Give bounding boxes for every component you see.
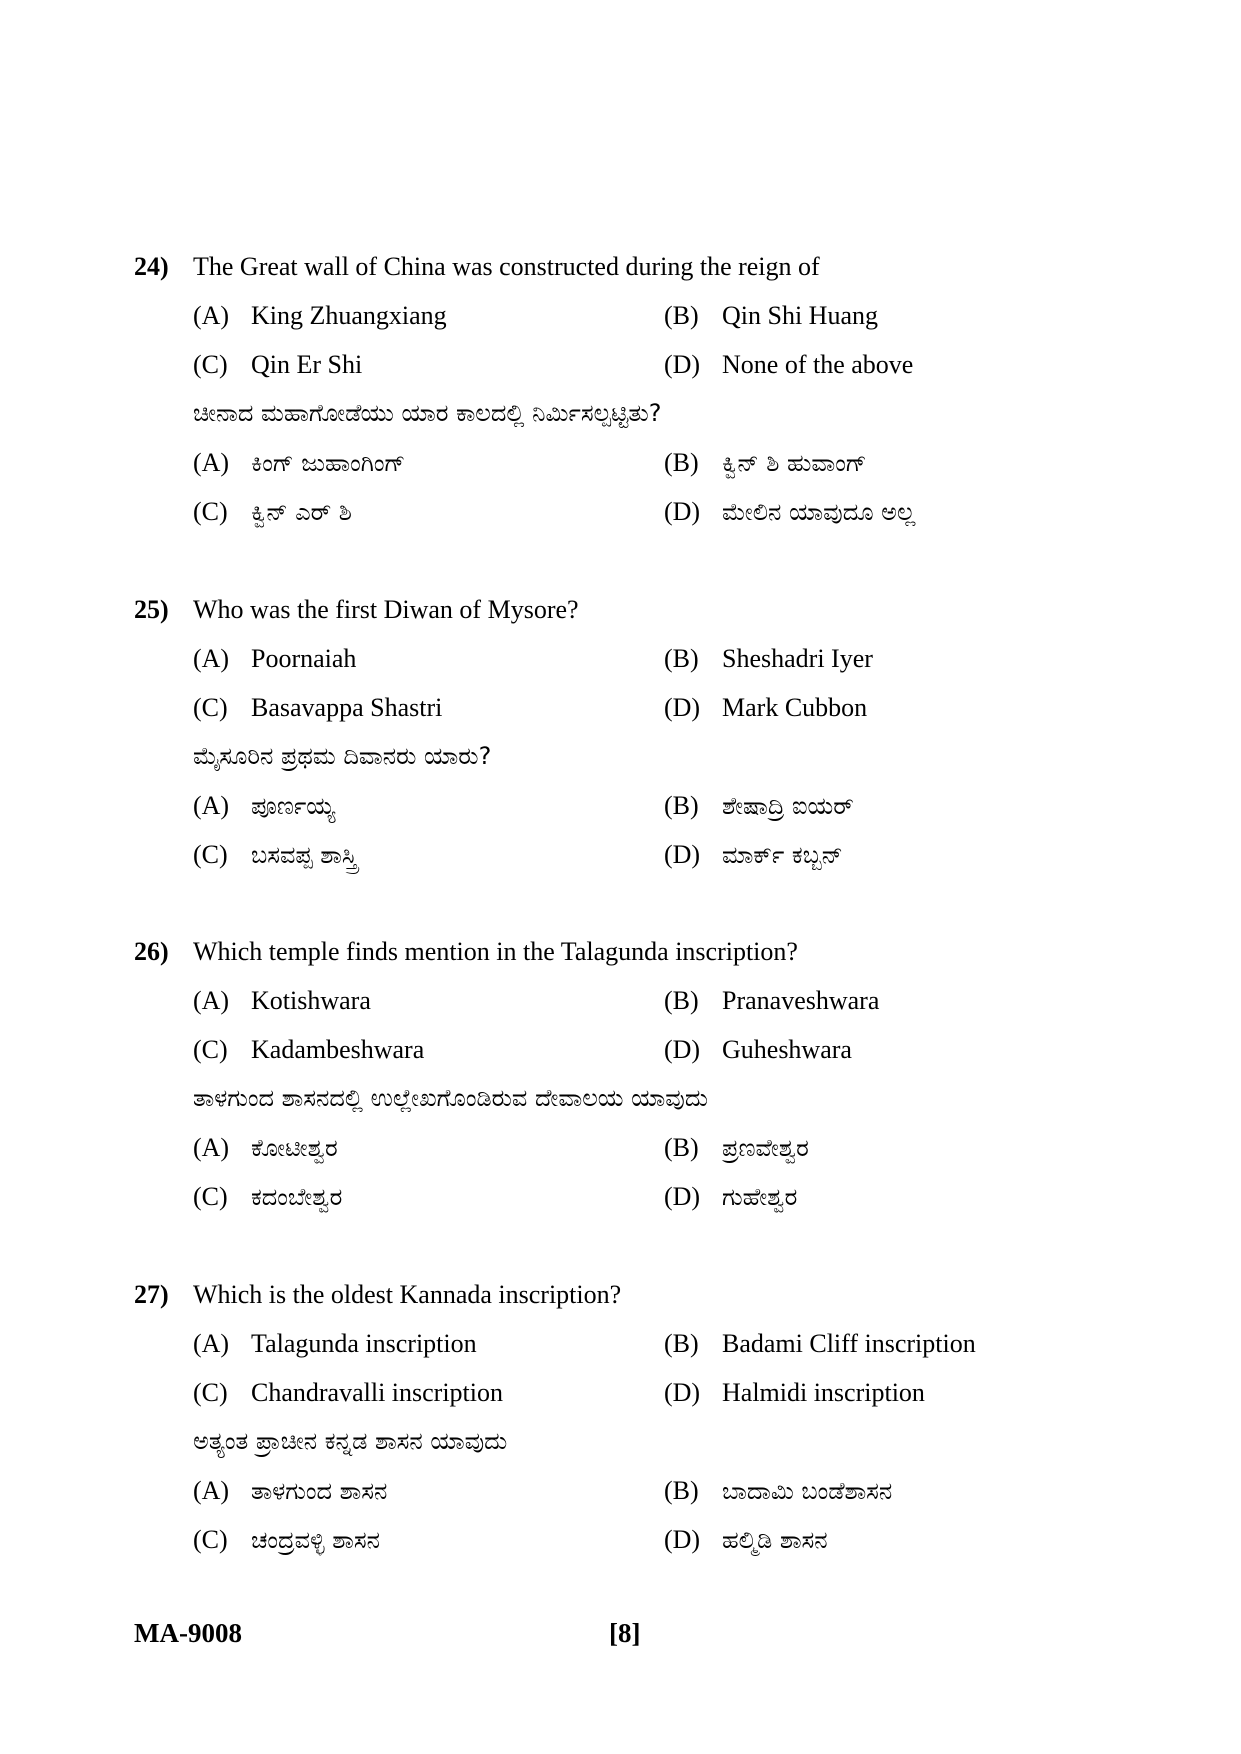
kannada-question-text: ಮೈಸೂರಿನ ಪ್ರಥಮ ದಿವಾನರು ಯಾರು?	[193, 742, 492, 770]
option-row	[134, 1319, 1134, 1368]
option-text: ಗುಹೇಶ್ವರ	[722, 1183, 798, 1211]
kannada-option-c	[193, 487, 352, 537]
option-letter: (A)	[193, 448, 230, 477]
option-row	[134, 976, 1134, 1025]
paper-code: MA-9008	[134, 1618, 242, 1648]
option-letter: (D)	[664, 693, 701, 722]
option-row	[134, 340, 1134, 389]
question-26	[134, 927, 1134, 1221]
question-24	[134, 242, 1134, 536]
kannada-option-row	[134, 1515, 1134, 1564]
option-letter: (A)	[193, 986, 230, 1015]
question-stem	[134, 585, 1134, 634]
option-text: Mark Cubbon	[722, 693, 868, 722]
option-row	[134, 291, 1134, 340]
option-text: Guheshwara	[722, 1035, 852, 1064]
question-stem	[134, 927, 1134, 976]
kannada-option-row	[134, 830, 1134, 879]
question-number: 24)	[134, 252, 169, 281]
page-number: [8]	[609, 1618, 641, 1648]
option-d	[664, 1025, 852, 1074]
kannada-option-d	[664, 487, 915, 537]
option-letter: (C)	[193, 497, 228, 526]
option-c	[193, 340, 362, 389]
option-text: ಪೂರ್ಣಯ್ಯ	[251, 792, 336, 820]
option-text: Badami Cliff inscription	[722, 1329, 976, 1358]
option-text: ಮೇಲಿನ ಯಾವುದೂ ಅಲ್ಲ	[722, 498, 916, 526]
question-text: Who was the first Diwan of Mysore?	[193, 595, 579, 624]
question-25	[134, 585, 1134, 879]
option-a	[193, 976, 371, 1025]
option-text: None of the above	[722, 350, 914, 379]
option-letter: (B)	[664, 1133, 699, 1162]
option-letter: (C)	[193, 840, 228, 869]
option-c	[193, 683, 442, 732]
option-text: Halmidi inscription	[722, 1378, 925, 1407]
option-text: ಬಾದಾಮಿ ಬಂಡೆಶಾಸನ	[722, 1477, 893, 1505]
kannada-option-b	[664, 438, 867, 488]
option-d	[664, 683, 867, 732]
kannada-question-line	[134, 389, 1134, 438]
option-text: Poornaiah	[251, 644, 357, 673]
option-text: ಚಂದ್ರವಳ್ಳಿ ಶಾಸನ	[251, 1526, 380, 1554]
option-row	[134, 634, 1134, 683]
option-text: Talagunda inscription	[251, 1329, 477, 1358]
kannada-question-text: ಚೀನಾದ ಮಹಾಗೋಡೆಯು ಯಾರ ಕಾಲದಲ್ಲಿ ನಿರ್ಮಿಸಲ್ಪಟ್ಟಿತು?	[193, 399, 662, 427]
kannada-option-b	[664, 781, 854, 831]
question-stem	[134, 242, 1134, 291]
kannada-option-d	[664, 1172, 797, 1222]
kannada-option-c	[193, 1172, 342, 1222]
option-text: Sheshadri Iyer	[722, 644, 873, 673]
option-letter: (B)	[664, 644, 699, 673]
option-b	[664, 976, 879, 1025]
question-number: 27)	[134, 1280, 169, 1309]
option-row	[134, 683, 1134, 732]
option-text: ಹಲ್ಮಿಡಿ ಶಾಸನ	[722, 1526, 828, 1554]
option-b	[664, 291, 878, 340]
option-letter: (B)	[664, 986, 699, 1015]
option-letter: (D)	[664, 1378, 701, 1407]
option-text: ಕ್ವಿನ್ ಎರ್ ಶಿ	[251, 498, 352, 526]
option-letter: (B)	[664, 301, 699, 330]
option-text: ಶೇಷಾದ್ರಿ ಐಯರ್	[722, 792, 854, 820]
option-letter: (A)	[193, 301, 230, 330]
kannada-option-a	[193, 1123, 338, 1173]
option-letter: (C)	[193, 350, 228, 379]
option-letter: (A)	[193, 1329, 230, 1358]
option-letter: (A)	[193, 644, 230, 673]
kannada-question-text: ಅತ್ಯಂತ ಪ್ರಾಚೀನ ಕನ್ನಡ ಶಾಸನ ಯಾವುದು	[193, 1427, 508, 1455]
option-b	[664, 1319, 976, 1368]
question-text: Which temple finds mention in the Talagunda inscription?	[193, 937, 798, 966]
kannada-option-row	[134, 487, 1134, 536]
kannada-question-line	[134, 1417, 1134, 1466]
kannada-option-c	[193, 1515, 380, 1565]
question-text: The Great wall of China was constructed during the reign of	[193, 252, 820, 281]
option-text: Kotishwara	[251, 986, 371, 1015]
option-letter: (D)	[664, 840, 701, 869]
option-letter: (C)	[193, 1525, 228, 1554]
option-text: ಬಸವಪ್ಪ ಶಾಸ್ತ್ರಿ	[251, 841, 358, 869]
option-text: Basavappa Shastri	[251, 693, 443, 722]
question-stem	[134, 1270, 1134, 1319]
option-text: ಕ್ವಿನ್ ಶಿ ಹುವಾಂಗ್	[722, 449, 867, 477]
option-text: King Zhuangxiang	[251, 301, 447, 330]
option-letter: (C)	[193, 1035, 228, 1064]
option-a	[193, 1319, 477, 1368]
option-c	[193, 1025, 424, 1074]
option-d	[664, 340, 913, 389]
kannada-question-line	[134, 732, 1134, 781]
question-number: 26)	[134, 937, 169, 966]
option-text: Kadambeshwara	[251, 1035, 425, 1064]
kannada-option-d	[664, 1515, 828, 1565]
kannada-option-b	[664, 1123, 809, 1173]
option-letter: (D)	[664, 1525, 701, 1554]
option-text: ಕಿಂಗ್ ಜುಹಾಂಗಿಂಗ್	[251, 449, 406, 477]
question-27	[134, 1270, 1134, 1564]
option-row	[134, 1025, 1134, 1074]
option-letter: (A)	[193, 1133, 230, 1162]
question-number: 25)	[134, 595, 169, 624]
kannada-option-d	[664, 830, 843, 880]
kannada-option-a	[193, 438, 405, 488]
kannada-option-a	[193, 1466, 387, 1516]
option-letter: (B)	[664, 1476, 699, 1505]
kannada-option-b	[664, 1466, 892, 1516]
kannada-option-row	[134, 438, 1134, 487]
option-letter: (C)	[193, 1378, 228, 1407]
kannada-question-line	[134, 1074, 1134, 1123]
question-text: Which is the oldest Kannada inscription?	[193, 1280, 622, 1309]
option-letter: (D)	[664, 350, 701, 379]
option-text: Pranaveshwara	[722, 986, 880, 1015]
option-a	[193, 634, 356, 683]
option-letter: (B)	[664, 1329, 699, 1358]
option-text: ಕೋಟೀಶ್ವರ	[251, 1134, 338, 1162]
option-text: ಪ್ರಣವೇಶ್ವರ	[722, 1134, 809, 1162]
kannada-question-text: ತಾಳಗುಂದ ಶಾಸನದಲ್ಲಿ ಉಲ್ಲೇಖಗೊಂಡಿರುವ ದೇವಾಲಯ ಯಾವುದು	[193, 1084, 708, 1112]
option-text: ಮಾರ್ಕ್ ಕಬ್ಬನ್	[722, 841, 843, 869]
option-text: Qin Shi Huang	[722, 301, 878, 330]
option-letter: (D)	[664, 497, 701, 526]
kannada-option-row	[134, 1466, 1134, 1515]
option-text: ತಾಳಗುಂದ ಶಾಸನ	[251, 1477, 388, 1505]
option-d	[664, 1368, 925, 1417]
option-letter: (B)	[664, 791, 699, 820]
option-a	[193, 291, 447, 340]
option-letter: (D)	[664, 1035, 701, 1064]
kannada-option-row	[134, 1123, 1134, 1172]
option-letter: (C)	[193, 1182, 228, 1211]
option-text: Chandravalli inscription	[251, 1378, 504, 1407]
kannada-option-row	[134, 781, 1134, 830]
option-letter: (C)	[193, 693, 228, 722]
kannada-option-c	[193, 830, 357, 880]
option-letter: (B)	[664, 448, 699, 477]
option-letter: (D)	[664, 1182, 701, 1211]
option-letter: (A)	[193, 1476, 230, 1505]
option-letter: (A)	[193, 791, 230, 820]
kannada-option-a	[193, 781, 335, 831]
option-text: ಕದಂಬೇಶ್ವರ	[251, 1183, 343, 1211]
option-b	[664, 634, 873, 683]
option-row	[134, 1368, 1134, 1417]
option-text: Qin Er Shi	[251, 350, 363, 379]
kannada-option-row	[134, 1172, 1134, 1221]
option-c	[193, 1368, 503, 1417]
